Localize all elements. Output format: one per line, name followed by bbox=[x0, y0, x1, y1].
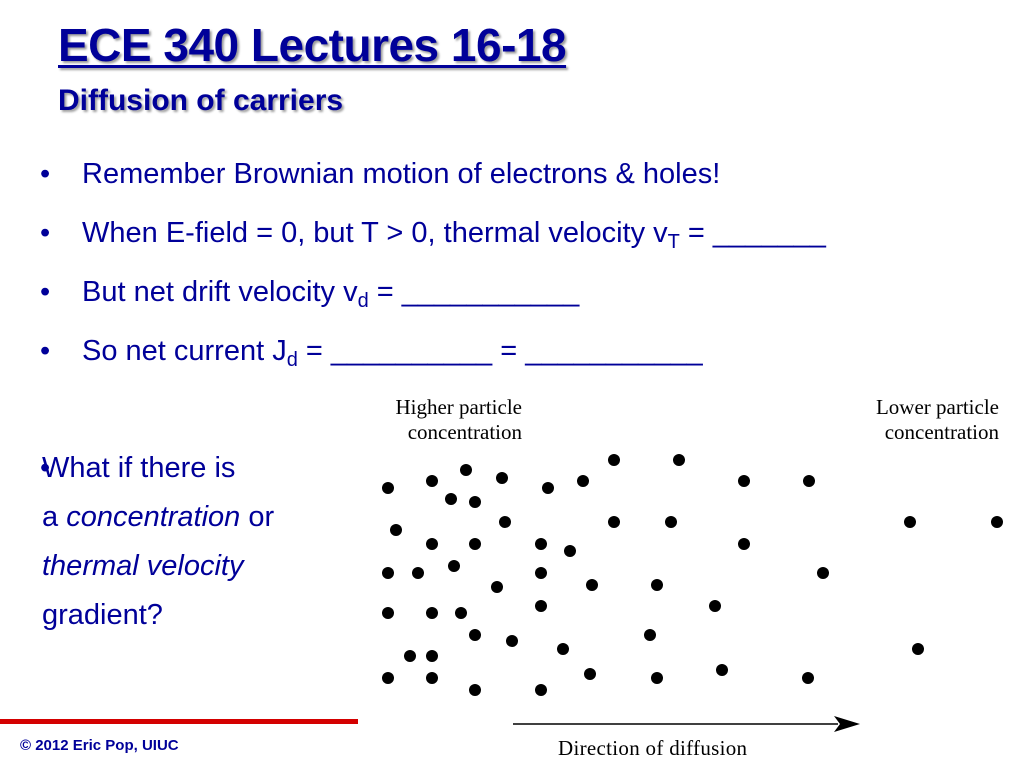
label-direction-of-diffusion: Direction of diffusion bbox=[558, 736, 748, 760]
particle-dot bbox=[584, 668, 596, 680]
particle-dot bbox=[912, 643, 924, 655]
particle-dot bbox=[426, 607, 438, 619]
particle-dot bbox=[496, 472, 508, 484]
particle-dot bbox=[709, 600, 721, 612]
bullet-text-blank: = _______ bbox=[679, 217, 826, 249]
particle-dot bbox=[665, 516, 677, 528]
particle-dot bbox=[448, 560, 460, 572]
particle-dot bbox=[426, 538, 438, 550]
bullet-text: So net current J bbox=[82, 335, 287, 367]
subscript: T bbox=[667, 231, 680, 253]
particle-dot bbox=[991, 516, 1003, 528]
particle-dot bbox=[557, 643, 569, 655]
footer-accent-bar bbox=[0, 719, 358, 724]
particle-dot bbox=[542, 482, 554, 494]
particle-dot bbox=[460, 464, 472, 476]
particle-dot bbox=[469, 629, 481, 641]
particle-dot bbox=[469, 684, 481, 696]
particle-dot bbox=[404, 650, 416, 662]
particle-dot bbox=[535, 684, 547, 696]
particle-dot bbox=[382, 482, 394, 494]
question-emphasis-thermal-velocity: thermal velocity bbox=[42, 550, 244, 582]
particle-dots bbox=[382, 454, 1003, 696]
particle-dot bbox=[499, 516, 511, 528]
particle-dot bbox=[491, 581, 503, 593]
particle-dot bbox=[802, 672, 814, 684]
subscript: d bbox=[357, 290, 369, 312]
question-line-4: gradient? bbox=[42, 599, 163, 631]
particle-dot bbox=[469, 538, 481, 550]
particle-dot bbox=[382, 607, 394, 619]
particle-dot bbox=[535, 600, 547, 612]
particle-dot bbox=[817, 567, 829, 579]
particle-dot bbox=[738, 538, 750, 550]
particle-dot bbox=[426, 650, 438, 662]
label-line: Lower particle bbox=[875, 395, 999, 419]
particle-dot bbox=[426, 475, 438, 487]
question-emphasis-concentration: concentration bbox=[66, 501, 241, 533]
particle-dot bbox=[716, 664, 728, 676]
bullet-text: But net drift velocity v bbox=[82, 276, 358, 308]
particle-dot bbox=[608, 454, 620, 466]
question-text: or bbox=[240, 501, 275, 533]
particle-dot bbox=[738, 475, 750, 487]
particle-dot bbox=[390, 524, 402, 536]
particle-dot bbox=[506, 635, 518, 647]
particle-dot bbox=[426, 672, 438, 684]
particle-dot bbox=[586, 579, 598, 591]
particle-dot bbox=[445, 493, 457, 505]
particle-dot bbox=[904, 516, 916, 528]
particle-dot bbox=[382, 567, 394, 579]
slide-subtitle: Diffusion of carriers bbox=[58, 84, 344, 117]
particle-dot bbox=[651, 672, 663, 684]
bullet-text: Remember Brownian motion of electrons & holes! bbox=[82, 158, 721, 190]
bullet-text-blank: = __________ = ___________ bbox=[297, 335, 703, 367]
footer-copyright: © 2012 Eric Pop, UIUC bbox=[20, 737, 179, 754]
label-line: concentration bbox=[884, 420, 999, 444]
particle-dot bbox=[469, 496, 481, 508]
question-line-1: • What if there is bbox=[40, 444, 274, 493]
particle-dot bbox=[564, 545, 576, 557]
bullet-text: When E-field = 0, but T > 0, thermal velocity v bbox=[82, 217, 668, 249]
particle-dot bbox=[608, 516, 620, 528]
particle-dot bbox=[651, 579, 663, 591]
particle-dot bbox=[644, 629, 656, 641]
label-line: concentration bbox=[407, 420, 522, 444]
particle-dot bbox=[535, 538, 547, 550]
bullet-text-blank: = ___________ bbox=[368, 276, 580, 308]
particle-dot bbox=[673, 454, 685, 466]
subscript: d bbox=[286, 349, 298, 371]
particle-dot bbox=[455, 607, 467, 619]
particle-dot bbox=[577, 475, 589, 487]
particle-dot bbox=[412, 567, 424, 579]
particle-dot bbox=[535, 567, 547, 579]
particle-dot bbox=[803, 475, 815, 487]
particle-dot bbox=[382, 672, 394, 684]
slide-title: ECE 340 Lectures 16-18 bbox=[58, 19, 567, 71]
label-line: Higher particle bbox=[395, 395, 522, 419]
question-text: a bbox=[42, 501, 67, 533]
